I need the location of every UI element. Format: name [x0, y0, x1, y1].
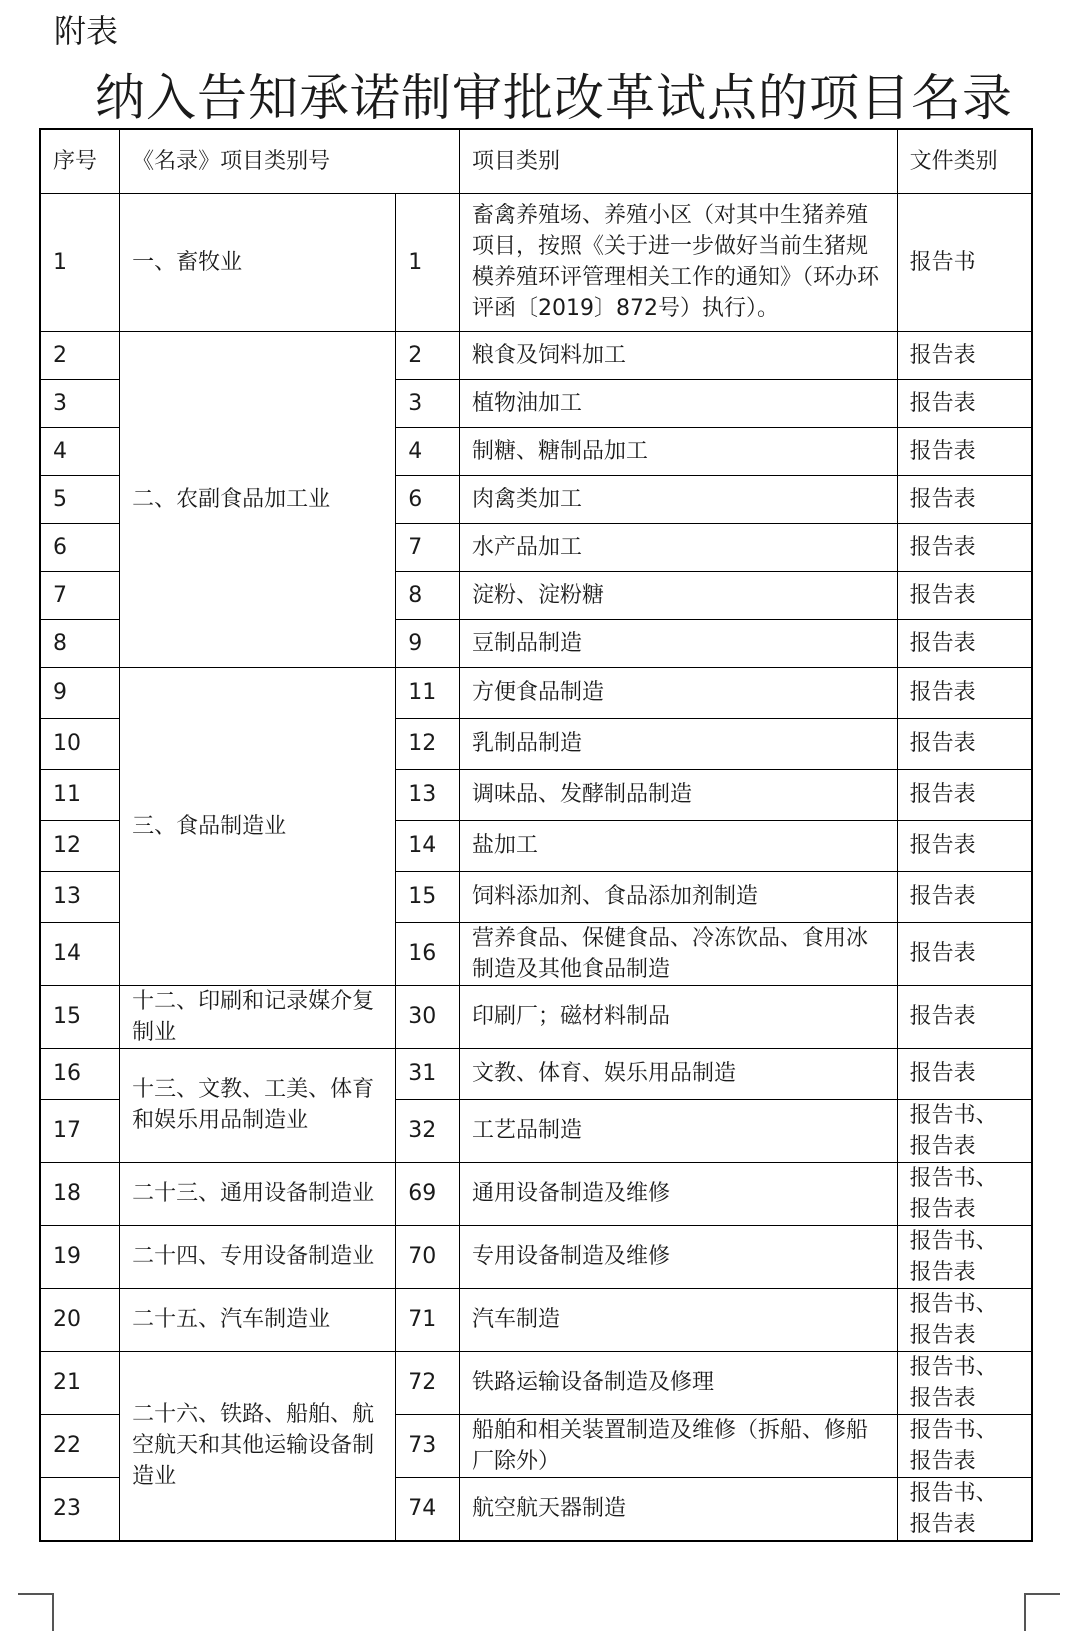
catalog-number-cell: 69	[396, 1162, 460, 1225]
seq-cell: 7	[40, 571, 120, 619]
crop-mark-left	[18, 1593, 54, 1631]
doc-type-cell: 报告表	[897, 619, 1032, 667]
catalog-number-cell: 16	[396, 922, 460, 985]
table-row	[40, 1048, 1032, 1099]
catalog-number-cell: 3	[396, 379, 460, 427]
seq-cell: 3	[40, 379, 120, 427]
category-cell: 调味品、发酵制品制造	[460, 769, 898, 820]
group-name-cell: 十二、印刷和记录媒介复制业	[120, 985, 396, 1048]
group-name-cell: 二十三、通用设备制造业	[120, 1162, 396, 1225]
category-cell: 方便食品制造	[460, 667, 898, 718]
group-name-cell: 三、食品制造业	[120, 667, 396, 985]
doc-type-cell: 报告表	[897, 769, 1032, 820]
seq-cell: 13	[40, 871, 120, 922]
header-category: 项目类别	[460, 129, 898, 193]
catalog-number-cell: 30	[396, 985, 460, 1048]
catalog-number-cell: 12	[396, 718, 460, 769]
catalog-number-cell: 8	[396, 571, 460, 619]
category-cell: 汽车制造	[460, 1288, 898, 1351]
catalog-number-cell: 4	[396, 427, 460, 475]
category-cell: 航空航天器制造	[460, 1477, 898, 1541]
table-row	[40, 1162, 1032, 1225]
category-cell: 饲料添加剂、食品添加剂制造	[460, 871, 898, 922]
appendix-label: 附表	[54, 12, 119, 50]
table-row	[40, 985, 1032, 1048]
table-header-row	[40, 129, 1032, 193]
category-cell: 粮食及饲料加工	[460, 331, 898, 379]
catalog-number-cell: 7	[396, 523, 460, 571]
seq-cell: 20	[40, 1288, 120, 1351]
seq-cell: 15	[40, 985, 120, 1048]
table-row	[40, 1351, 1032, 1414]
catalog-number-cell: 1	[396, 193, 460, 331]
seq-cell: 14	[40, 922, 120, 985]
catalog-number-cell: 11	[396, 667, 460, 718]
seq-cell: 11	[40, 769, 120, 820]
seq-cell: 1	[40, 193, 120, 331]
doc-type-cell: 报告书、报告表	[897, 1162, 1032, 1225]
seq-cell: 2	[40, 331, 120, 379]
doc-type-cell: 报告表	[897, 523, 1032, 571]
doc-type-cell: 报告表	[897, 667, 1032, 718]
catalog-number-cell: 6	[396, 475, 460, 523]
category-cell: 印刷厂；磁材料制品	[460, 985, 898, 1048]
catalog-number-cell: 71	[396, 1288, 460, 1351]
category-cell: 营养食品、保健食品、冷冻饮品、食用冰制造及其他食品制造	[460, 922, 898, 985]
category-cell: 植物油加工	[460, 379, 898, 427]
category-cell: 工艺品制造	[460, 1099, 898, 1162]
doc-type-cell: 报告书	[897, 193, 1032, 331]
category-cell: 制糖、糖制品加工	[460, 427, 898, 475]
category-cell: 水产品加工	[460, 523, 898, 571]
catalog-number-cell: 32	[396, 1099, 460, 1162]
seq-cell: 21	[40, 1351, 120, 1414]
catalog-number-cell: 15	[396, 871, 460, 922]
group-name-cell: 十三、文教、工美、体育和娱乐用品制造业	[120, 1048, 396, 1162]
category-cell: 文教、体育、娱乐用品制造	[460, 1048, 898, 1099]
doc-type-cell: 报告表	[897, 331, 1032, 379]
seq-cell: 8	[40, 619, 120, 667]
crop-mark-right	[1024, 1593, 1060, 1631]
category-cell: 铁路运输设备制造及修理	[460, 1351, 898, 1414]
category-cell: 肉禽类加工	[460, 475, 898, 523]
group-name-cell: 二十五、汽车制造业	[120, 1288, 396, 1351]
catalog-number-cell: 70	[396, 1225, 460, 1288]
table-row	[40, 193, 1032, 331]
seq-cell: 9	[40, 667, 120, 718]
seq-cell: 18	[40, 1162, 120, 1225]
category-cell: 专用设备制造及维修	[460, 1225, 898, 1288]
catalog-number-cell: 31	[396, 1048, 460, 1099]
table-row	[40, 1225, 1032, 1288]
doc-type-cell: 报告书、报告表	[897, 1351, 1032, 1414]
seq-cell: 12	[40, 820, 120, 871]
doc-type-cell: 报告表	[897, 1048, 1032, 1099]
catalog-number-cell: 74	[396, 1477, 460, 1541]
header-catalog: 《名录》项目类别号	[120, 129, 460, 193]
catalog-number-cell: 14	[396, 820, 460, 871]
doc-type-cell: 报告表	[897, 718, 1032, 769]
catalog-number-cell: 73	[396, 1414, 460, 1477]
catalog-number-cell: 72	[396, 1351, 460, 1414]
seq-cell: 5	[40, 475, 120, 523]
seq-cell: 23	[40, 1477, 120, 1541]
seq-cell: 17	[40, 1099, 120, 1162]
doc-type-cell: 报告表	[897, 379, 1032, 427]
table-row	[40, 331, 1032, 379]
group-name-cell: 二十四、专用设备制造业	[120, 1225, 396, 1288]
doc-type-cell: 报告书、报告表	[897, 1477, 1032, 1541]
group-name-cell: 二十六、铁路、船舶、航空航天和其他运输设备制造业	[120, 1351, 396, 1541]
category-cell: 豆制品制造	[460, 619, 898, 667]
category-cell: 畜禽养殖场、养殖小区（对其中生猪养殖项目，按照《关于进一步做好当前生猪规模养殖环评管理相关工作的通知》（环办环评函〔2019〕872号）执行）。	[460, 193, 898, 331]
category-cell: 盐加工	[460, 820, 898, 871]
doc-type-cell: 报告书、报告表	[897, 1225, 1032, 1288]
catalog-number-cell: 2	[396, 331, 460, 379]
seq-cell: 19	[40, 1225, 120, 1288]
catalog-number-cell: 13	[396, 769, 460, 820]
group-name-cell: 一、畜牧业	[120, 193, 396, 331]
seq-cell: 6	[40, 523, 120, 571]
doc-type-cell: 报告表	[897, 820, 1032, 871]
seq-cell: 4	[40, 427, 120, 475]
project-table	[39, 128, 1033, 1542]
page-title: 纳入告知承诺制审批改革试点的项目名录	[95, 69, 1013, 127]
doc-type-cell: 报告表	[897, 475, 1032, 523]
header-doc-type: 文件类别	[897, 129, 1032, 193]
seq-cell: 22	[40, 1414, 120, 1477]
category-cell: 船舶和相关装置制造及维修（拆船、修船厂除外）	[460, 1414, 898, 1477]
category-cell: 通用设备制造及维修	[460, 1162, 898, 1225]
doc-type-cell: 报告表	[897, 571, 1032, 619]
group-name-cell: 二、农副食品加工业	[120, 331, 396, 667]
doc-type-cell: 报告书、报告表	[897, 1099, 1032, 1162]
catalog-number-cell: 9	[396, 619, 460, 667]
table-row	[40, 1288, 1032, 1351]
doc-type-cell: 报告书、报告表	[897, 1288, 1032, 1351]
category-cell: 乳制品制造	[460, 718, 898, 769]
doc-type-cell: 报告表	[897, 427, 1032, 475]
header-seq: 序号	[40, 129, 120, 193]
doc-type-cell: 报告表	[897, 985, 1032, 1048]
seq-cell: 10	[40, 718, 120, 769]
doc-type-cell: 报告表	[897, 922, 1032, 985]
doc-type-cell: 报告书、报告表	[897, 1414, 1032, 1477]
category-cell: 淀粉、淀粉糖	[460, 571, 898, 619]
table-row	[40, 667, 1032, 718]
doc-type-cell: 报告表	[897, 871, 1032, 922]
seq-cell: 16	[40, 1048, 120, 1099]
